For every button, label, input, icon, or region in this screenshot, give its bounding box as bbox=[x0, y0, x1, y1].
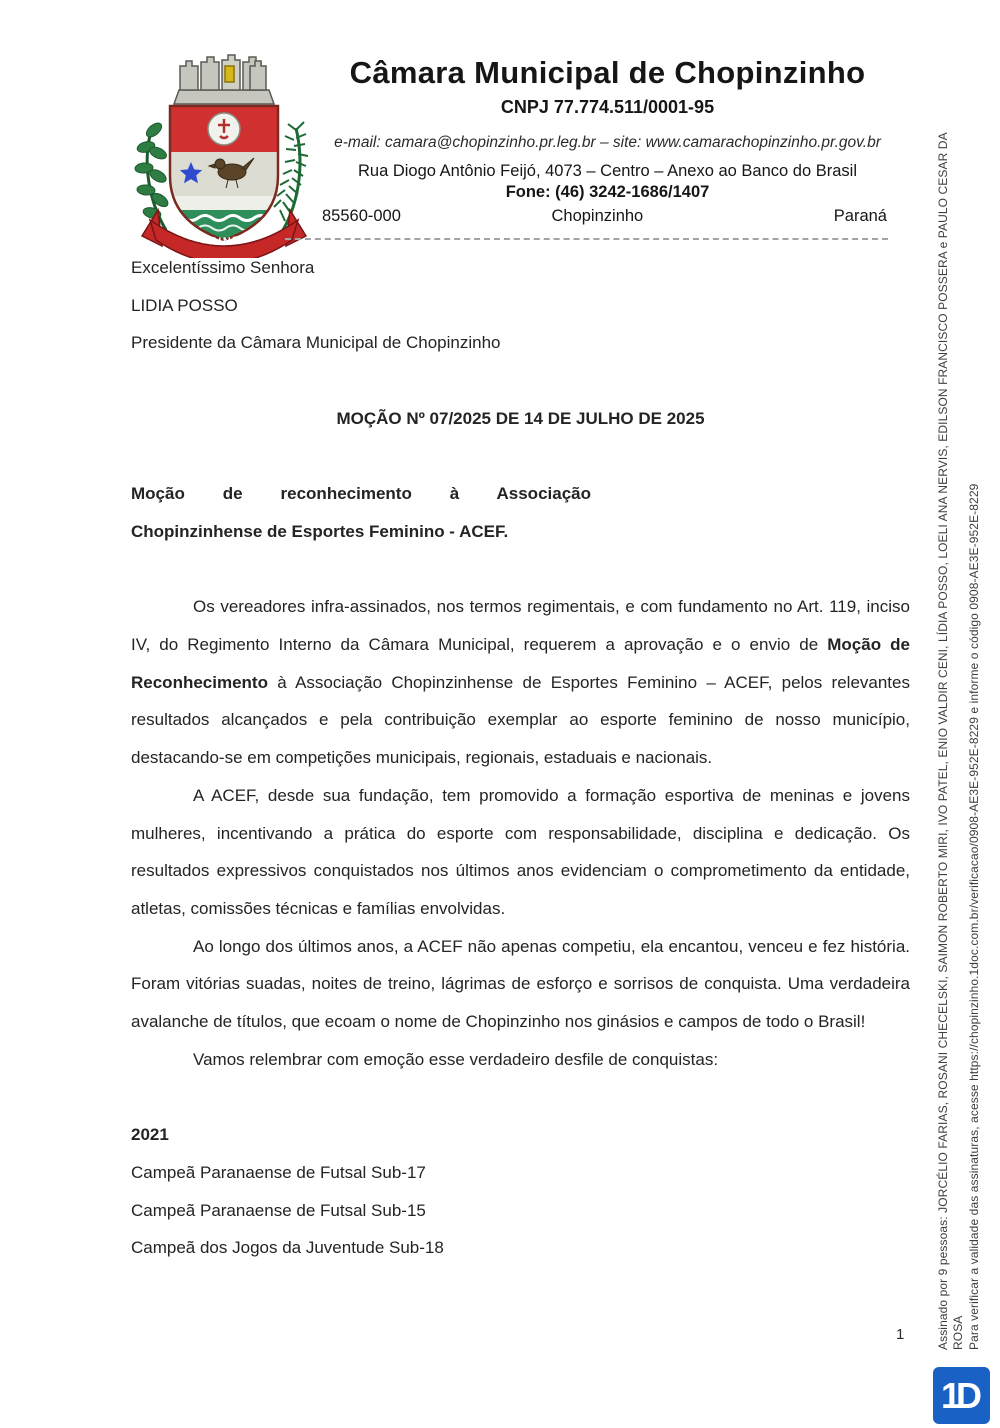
signature-strip-line-3: Para verificar a validade das assinaturas, acesse https://chopinzinho.1doc.com.br/verificacao/0908-AE3E-952E-8229 e informe o código 0908-AE3E-952E-8229 bbox=[967, 483, 981, 1350]
1doc-logo-text: 1D bbox=[940, 1374, 978, 1416]
signature-strip-line-1: Assinado por 9 pessoas: JORCÉLIO FARIAS, ROSANI CHECELSKI, SAIMON ROBERTO MIRI, IVO PATEL, ENIO VALDIR CENI, LÍDIA POSSO, LOELI ANA NERVIS, EDILSON FRANCISCO POSSERA e PAULO CESAR DA bbox=[936, 132, 950, 1350]
paragraph-1-bold: Moção de Reconhecimento bbox=[131, 634, 910, 692]
signature-strip-line-2: ROSA bbox=[951, 1315, 965, 1350]
recipient-role: Presidente da Câmara Municipal de Chopinzinho bbox=[131, 333, 501, 353]
header-divider bbox=[285, 238, 888, 240]
paragraph-1-text-cont: à Associação Chopinzinhense de Esportes Feminino – ACEF, pelos relevantes resultados alcançados e pela contribuição exemplar ao esporte feminino de nosso município, destacando-se em competições municipais, regionais, estaduais e nacionais. bbox=[131, 672, 910, 768]
achievement-item: Campeã Paranaense de Futsal Sub-15 bbox=[131, 1200, 426, 1220]
page-number: 1 bbox=[896, 1326, 905, 1343]
recipient-salutation: Excelentíssimo Senhora bbox=[131, 258, 315, 277]
achievement-item: Campeã dos Jogos da Juventude Sub-18 bbox=[131, 1238, 444, 1258]
org-phone: Fone: (46) 3242-1686/1407 bbox=[505, 183, 710, 201]
laurel-branch-left bbox=[135, 120, 171, 230]
org-state: Paraná bbox=[833, 207, 887, 225]
subject-line-1: Moção de reconhecimento à Associação bbox=[131, 484, 591, 504]
org-address: Rua Diogo Antônio Feijó, 4073 – Centro – Anexo ao Banco do Brasil bbox=[358, 162, 857, 180]
paragraph-1 bbox=[131, 588, 910, 777]
paragraph-4: Vamos relembrar com emoção esse verdadeiro desfile de conquistas: bbox=[193, 1049, 719, 1069]
paragraph-3: Ao longo dos últimos anos, a ACEF não apenas competiu, ela encantou, venceu e fez história. Foram vitórias suadas, noites de treino, lágrimas de esforço e sorrisos de conquista. Uma verdadeira avalanche de títulos, que ecoam o nome de Chopinzinho nos ginásios e campos de todo o Brasil! bbox=[131, 936, 910, 1032]
letterhead bbox=[320, 56, 895, 226]
org-city: Chopinzinho bbox=[551, 207, 644, 225]
org-location-row bbox=[320, 207, 895, 226]
achievement-item: Campeã Paranaense de Futsal Sub-17 bbox=[131, 1162, 426, 1182]
org-title: Câmara Municipal de Chopinzinho bbox=[349, 55, 866, 90]
coat-of-arms bbox=[128, 50, 320, 258]
paragraph-1-text: Os vereadores infra-assinados, nos termos regimentais, e com fundamento no Art. 119, inciso IV, do Regimento Interno da Câmara Municipal, requerem a aprovação e o envio de bbox=[131, 597, 910, 654]
year-heading: 2021 bbox=[131, 1125, 169, 1145]
crest-ribbon-text: CHOPINZINHO bbox=[178, 223, 277, 249]
mural-crown bbox=[174, 55, 274, 104]
paragraph-2: A ACEF, desde sua fundação, tem promovido a formação esportiva de meninas e jovens mulheres, incentivando a prática do esporte com responsabilidade, disciplina e dedicação. Os resultados expressivos conquistados nos últimos anos evidenciam o comprometimento da entidade, atletas, comissões técnicas e famílias envolvidas. bbox=[131, 785, 910, 918]
org-cep: 85560-000 bbox=[322, 207, 401, 225]
subject-block bbox=[131, 475, 591, 550]
1doc-logo bbox=[933, 1367, 990, 1424]
subject-line-2: Chopinzinhense de Esportes Feminino - ACEF. bbox=[131, 521, 509, 541]
org-cnpj: CNPJ 77.774.511/0001-95 bbox=[500, 97, 715, 117]
document-title: MOÇÃO Nº 07/2025 DE 14 DE JULHO DE 2025 bbox=[336, 408, 705, 428]
org-email-site: e-mail: camara@chopinzinho.pr.leg.br – site: www.camarachopinzinho.pr.gov.br bbox=[334, 134, 881, 151]
recipient-name: LIDIA POSSO bbox=[131, 295, 238, 315]
document-body bbox=[131, 249, 910, 1267]
